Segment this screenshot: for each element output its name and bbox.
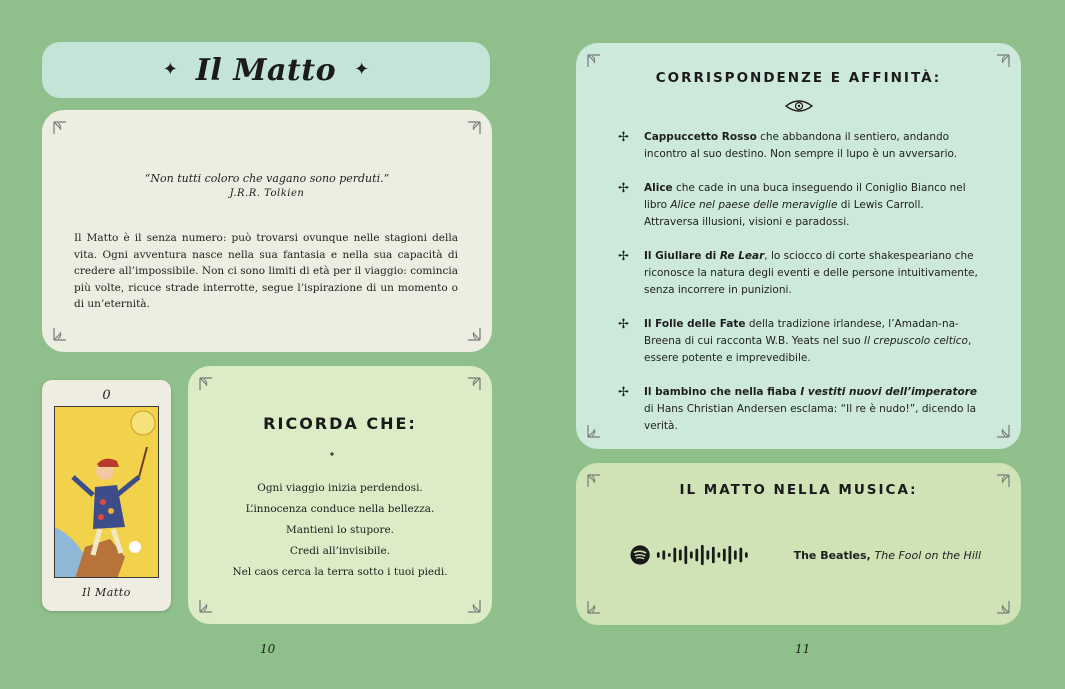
- sparkle-icon: ✦: [162, 59, 178, 80]
- corner-ornament-icon: [198, 592, 220, 614]
- song-artist: The Beatles,: [793, 548, 875, 562]
- item-title: Il bambino che nella fiaba: [644, 386, 801, 398]
- list-item: Ogni viaggio inizia perdendosi.: [257, 482, 423, 494]
- list-item: [618, 384, 981, 435]
- item-text: di Lewis Carroll. Attraversa illusioni, visioni e paradossi.: [644, 199, 924, 228]
- item-title: Cappuccetto Rosso: [644, 131, 757, 143]
- page-title: Il Matto: [195, 52, 337, 88]
- list-item: Nel caos cerca la terra sotto i tuoi piedi.: [232, 566, 448, 578]
- item-text: , essere potente e imprevedibile.: [644, 335, 972, 364]
- bullet-icon: ✢: [618, 130, 629, 145]
- music-panel: [576, 463, 1021, 625]
- item-text: che cade in una buca inseguendo il Coniglio Bianco nel libro: [644, 182, 966, 211]
- spotify-icon[interactable]: [630, 544, 650, 566]
- list-item: Credi all’invisibile.: [289, 545, 391, 557]
- card-number: 0: [102, 388, 111, 403]
- corner-ornament-icon: [52, 120, 74, 142]
- correspondences-panel: [576, 43, 1021, 449]
- bullet-icon: ✢: [618, 317, 629, 332]
- corner-ornament-icon: [460, 592, 482, 614]
- corner-ornament-icon: [52, 320, 74, 342]
- corner-ornament-icon: [460, 120, 482, 142]
- fool-illustration: [54, 406, 159, 578]
- item-title: Il Giullare di: [644, 250, 720, 262]
- item-text: che abbandona il sentiero, andando incontro al suo destino. Non sempre il lupo è un avversario.: [644, 131, 958, 160]
- page-number-left: 10: [260, 642, 276, 656]
- ricorda-list: [188, 478, 492, 583]
- book-title: Il crepuscolo celtico: [864, 335, 968, 347]
- item-text: di Hans Christian Andersen esclama: “Il re è nudo!”, dicendo la verità.: [644, 403, 977, 432]
- list-item: L’innocenza conduce nella bellezza.: [245, 503, 435, 515]
- item-title: Alice: [644, 182, 673, 194]
- crescent-moon-icon: [188, 444, 492, 468]
- ricorda-heading: RICORDA CHE:: [263, 414, 417, 433]
- music-heading: IL MATTO NELLA MUSICA:: [679, 482, 918, 498]
- sparkle-icon: ✦: [354, 59, 370, 80]
- title-banner: [42, 42, 490, 98]
- eye-ornament-icon: [576, 98, 1021, 114]
- correspondences-list: [618, 129, 981, 452]
- list-item: [618, 180, 981, 231]
- item-text: , lo sciocco di corte shakespeariano che riconosce la natura degli eventi e delle persone intuitivamente, senza incorrere in punizioni.: [644, 250, 978, 296]
- quote-text: “Non tutti coloro che vagano sono perduti.”: [144, 172, 390, 185]
- bullet-icon: ✢: [618, 249, 629, 264]
- list-item: [618, 129, 981, 163]
- corner-ornament-icon: [989, 593, 1011, 615]
- list-item: Mantieni lo stupore.: [285, 524, 395, 536]
- corner-ornament-icon: [198, 376, 220, 398]
- item-text: della tradizione irlandese, l’Amadan-na-Breena di cui racconta W.B. Yeats nel suo: [644, 318, 959, 347]
- correspondences-heading: CORRISPONDENZE E AFFINITÀ:: [655, 70, 942, 86]
- list-item: [618, 316, 981, 367]
- card-name: Il Matto: [82, 586, 131, 599]
- bullet-icon: ✢: [618, 385, 629, 400]
- corner-ornament-icon: [460, 320, 482, 342]
- music-row: [630, 543, 981, 567]
- book-title: Re Lear: [719, 250, 765, 262]
- item-title: Il Folle delle Fate: [644, 318, 746, 330]
- list-item: [618, 248, 981, 299]
- spotify-code-icon[interactable]: [656, 543, 751, 567]
- song-reference: [794, 549, 981, 562]
- tarot-card: [42, 380, 171, 611]
- corner-ornament-icon: [460, 376, 482, 398]
- book-title: Alice nel paese delle meraviglie: [670, 199, 838, 211]
- quote-author: J.R.R. Tolkien: [229, 188, 305, 199]
- corner-ornament-icon: [989, 417, 1011, 439]
- page-number-right: 11: [795, 642, 811, 656]
- description-text: Il Matto è il senza numero: può trovarsi ovunque nelle stagioni della vita. Ogni avventura nasce nella sua fantasia e nella sua capacità di credere all’impossibile. Non ci sono limiti di età per il viaggio: comincia più volte, ricuce strade interrotte, segue l’ispirazione di un momento o di un’eternità.: [74, 232, 458, 310]
- corner-ornament-icon: [586, 593, 608, 615]
- book-title: I vestiti nuovi dell’imperatore: [800, 386, 978, 398]
- epigraph: [72, 172, 462, 199]
- song-title: The Fool on the Hill: [874, 548, 981, 562]
- description-panel: [42, 110, 492, 352]
- bullet-icon: ✢: [618, 181, 629, 196]
- corner-ornament-icon: [586, 417, 608, 439]
- ricorda-panel: [188, 366, 492, 624]
